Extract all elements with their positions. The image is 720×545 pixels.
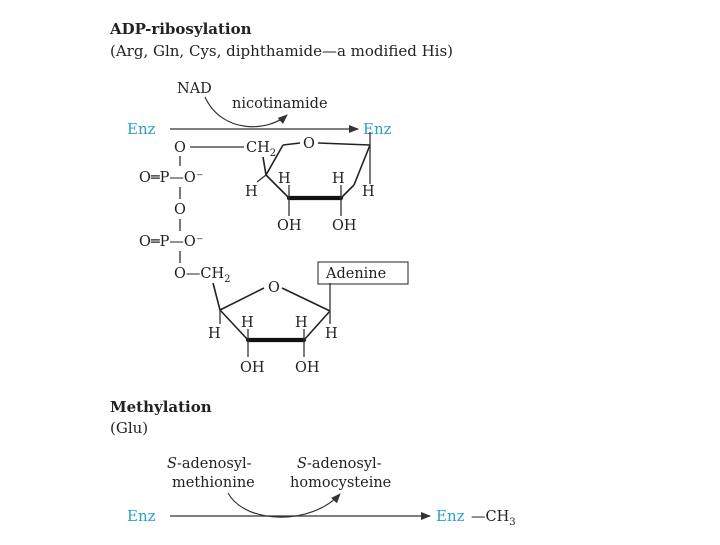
ring1-oh1: OH — [277, 218, 302, 234]
ch2-top-label: $CH_2$ — [246, 140, 277, 159]
o-ch2-lower: $O—CH_2$ — [174, 266, 231, 285]
enz-left-methyl: Enz — [127, 507, 156, 525]
sam-line1: S-adenosyl- — [167, 456, 252, 472]
nicotinamide-label: nicotinamide — [232, 96, 328, 112]
ring1-bond-a — [283, 143, 300, 145]
ring1-bond-ch2 — [263, 157, 266, 175]
ring2-bond-a — [220, 288, 264, 310]
sah-line2: homocysteine — [290, 475, 392, 491]
nad-label: NAD — [177, 81, 212, 97]
ring1-h1: H — [245, 184, 258, 200]
sah-line1: S-adenosyl- — [297, 456, 382, 472]
methyl-subtitle: (Glu) — [110, 419, 149, 437]
adp-subtitle: (Arg, Gln, Cys, diphthamide—a modified His) — [110, 42, 453, 60]
ring2-h4: H — [325, 326, 338, 342]
ring2-o: O — [268, 280, 280, 296]
ring2-h1: H — [208, 326, 221, 342]
ring2-oh1: OH — [240, 360, 265, 376]
ring1-o: O — [303, 136, 315, 152]
adp-title: ADP-ribosylation — [110, 20, 252, 38]
ring2-bond-b — [282, 288, 330, 311]
ring1-h4: H — [362, 184, 375, 200]
o-top-label: O — [174, 140, 186, 156]
ring1-oh2: OH — [332, 218, 357, 234]
bridge-o: O — [174, 202, 186, 218]
ring2-h3: H — [295, 315, 308, 331]
ring2-oh2: OH — [295, 360, 320, 376]
enz-left-adp: Enz — [127, 120, 156, 138]
enz-right-methyl: Enz — [436, 507, 465, 525]
ring1-bond-b — [318, 143, 370, 145]
ring1-bond-d — [354, 145, 370, 185]
ring1-h1-bond — [257, 175, 266, 182]
ring2-h2: H — [241, 315, 254, 331]
methyl-curved-arrow — [228, 493, 340, 517]
methyl-title: Methylation — [110, 398, 212, 416]
adenine-label: Adenine — [326, 266, 387, 282]
enz-right-adp: Enz — [363, 120, 392, 138]
ch3-label: $—CH_3$ — [471, 509, 516, 528]
phosphate-1: O═P—O⁻ — [139, 170, 204, 186]
ring2-bond-ch2 — [213, 283, 220, 310]
ring1-h3: H — [332, 171, 345, 187]
sam-line2: methionine — [172, 475, 255, 491]
ring1-h2: H — [278, 171, 291, 187]
phosphate-2: O═P—O⁻ — [139, 234, 204, 250]
